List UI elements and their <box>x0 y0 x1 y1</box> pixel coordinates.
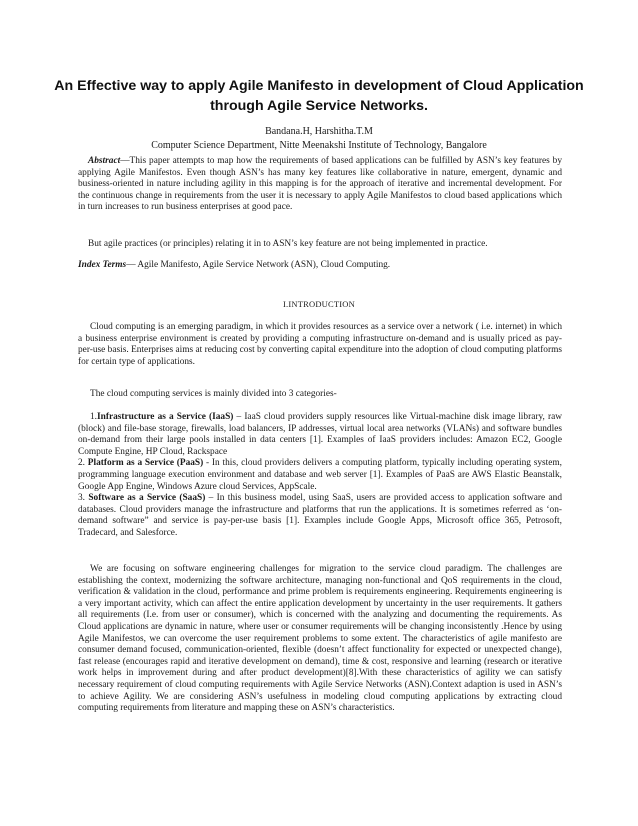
index-terms-label: Index Terms <box>78 260 127 270</box>
focus-text: We are focusing on software engineering challenges for migration to the service cloud paradigm. The challenges are establishing the context, modernizing the software architecture, managing non-functional and QoS requirements in the cloud, verification & validation in the cloud, performance and prime problem is requirements engineering. Requirements engineering is a very important activity, which can affect the entire application development by uncertainty in the user requirements. It gathers all requirements (I.e. from user or consumer), which is concerned with the analyzing and documenting the requirements. As Cloud applications are dynamic in nature, where user or consumer requirements will be changing inconsistently .Hence by using Agile Manifestos, we can overcome the user requirement problems to some extent. The characteristics of agile manifesto are consumer demand focused, communication-oriented, flexible (doesn’t affect functionality for expected or unexpected change), fast release (encourages rapid and iterative development on demand), time & cost, responsive and learning (research or iterative work helps in improvement during and after product development)[8].With these characteristics of agility we can satisfy necessary requirement of cloud computing requirements with Agile Service Networks (ASN).Context adaption is used in ASN’s to achieve Agility. We are considering ASN’s usefulness in modeling cloud computing applications by extracting cloud computing requirements from literature and mapping these on ASN’s characteristics. <box>78 564 562 714</box>
paas-label: Platform as a Service (PaaS) <box>87 458 204 469</box>
authors: Bandana.H, Harshitha.T.M <box>265 126 373 137</box>
abstract <box>78 156 562 214</box>
categories-paragraph: The cloud computing services is mainly divided into 3 categories- <box>90 389 337 399</box>
saas-text: – In this business model, using SaaS, users are provided access to application software and databases. Cloud providers manage the infrastructure and platforms that run the applications. It is sometimes referred as ‘on-demand software” and service is pay-per-use basis [1]. Examples include Google Apps, Microsoft office 365, Petrosoft, Tradecard, and Salesforce. <box>78 493 563 538</box>
paas-number: 2. <box>78 458 88 469</box>
paper-title <box>50 76 588 116</box>
iaas-number: 1. <box>90 412 98 422</box>
saas-label: Software as a Service (SaaS) <box>88 493 206 504</box>
service-item-paas <box>78 458 562 493</box>
paas-text: - In this, cloud providers delivers a computing platform, typically including operating system, programming language execution environment and database and web server [1]. Examples of PaaS are AWS Elastic Beanstalk, Google App Engine, Windows Azure cloud Services, AppScale. <box>78 458 562 492</box>
abstract-text: —This paper attempts to map how the requirements of based applications can be fulfilled by ASN’s key features by applying Agile Manifestos. Even though ASN’s has many key features like collaborative in nature, emergent, dynamic and business-oriented in nature including agility in this mapping is for the approach of iterative and incremental development. For the continuous change in requirements from the user it is necessary to apply Agile Manifestos to cloud based applications which in turn increases to run business enterprises at good pace. <box>78 156 562 213</box>
intro-text: Cloud computing is an emerging paradigm, in which it provides resources as a service over a network ( i.e. internet) in which a business enterprise environment is created by providing a computing infrastructure on-demand and is usually priced as pay-per-use basis. Enterprises aims at reducing cost by converting capital expenditure into the adoption of cloud computing platforms for certain type of applications. <box>78 322 562 367</box>
service-list <box>78 412 562 540</box>
service-item-saas <box>78 493 562 539</box>
saas-number: 3. <box>78 493 89 504</box>
title-line-2: through Agile Service Networks. <box>210 98 428 114</box>
abstract-label: Abstract <box>88 156 121 166</box>
index-terms <box>78 260 562 272</box>
title-line-1: An Effective way to apply Agile Manifesto in development of Cloud Application <box>54 78 584 94</box>
iaas-label: Infrastructure as a Service (IaaS) <box>97 412 234 422</box>
index-terms-text: — Agile Manifesto, Agile Service Network (ASN), Cloud Computing. <box>126 260 391 270</box>
iaas-text: – IaaS cloud providers supply resources like Virtual-machine disk image library, raw (block) and file-base storage, firewalls, load balancers, IP addresses, virtual local area networks (VLANs) and software bundles on-demand from their large pools installed in data centers [1]. Examples of IaaS providers includes: Amazon EC2, Google Compute Engine, HP Cloud, Rackspace <box>78 412 562 457</box>
affiliation: Computer Science Department, Nitte Meenakshi Institute of Technology, Bangalore <box>151 140 487 151</box>
practices-paragraph: But agile practices (or principles) relating it in to ASN’s key feature are not being implemented in practice. <box>88 239 488 249</box>
intro-paragraph <box>78 322 562 368</box>
focus-paragraph <box>78 564 562 715</box>
service-item-iaas <box>78 412 562 458</box>
section-heading-introduction: I.INTRODUCTION <box>283 299 355 309</box>
